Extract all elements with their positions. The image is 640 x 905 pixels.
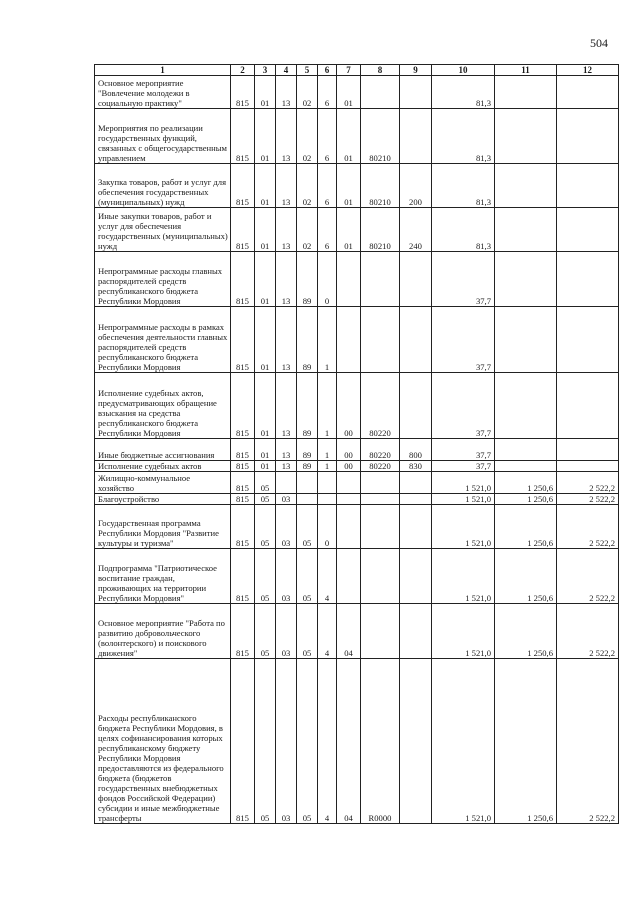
amount-cell: 1 250,6 <box>495 472 557 494</box>
page-number: 504 <box>590 36 608 50</box>
code-cell: 1 <box>318 461 337 472</box>
code-cell: 05 <box>297 604 318 659</box>
amount-cell <box>495 252 557 307</box>
code-cell: 815 <box>231 439 255 461</box>
code-cell: 05 <box>297 549 318 604</box>
amount-cell: 2 522,2 <box>557 659 619 824</box>
code-cell: 01 <box>337 208 361 252</box>
amount-cell: 1 521,0 <box>432 472 495 494</box>
column-header: 2 <box>231 65 255 76</box>
code-cell: 80220 <box>361 439 400 461</box>
code-cell: 13 <box>276 208 297 252</box>
code-cell: 03 <box>276 505 297 549</box>
code-cell: 02 <box>297 164 318 208</box>
amount-cell: 2 522,2 <box>557 549 619 604</box>
code-cell: 00 <box>337 439 361 461</box>
column-header: 8 <box>361 65 400 76</box>
code-cell: 02 <box>297 208 318 252</box>
code-cell <box>318 472 337 494</box>
code-cell: 02 <box>297 76 318 109</box>
amount-cell: 1 521,0 <box>432 494 495 505</box>
code-cell: 815 <box>231 307 255 373</box>
code-cell <box>400 549 432 604</box>
code-cell: 815 <box>231 659 255 824</box>
code-cell: 80210 <box>361 208 400 252</box>
table-row <box>95 109 619 164</box>
code-cell: 13 <box>276 252 297 307</box>
code-cell: 815 <box>231 505 255 549</box>
row-name-cell: Государственная программа Республики Мордовия "Развитие культуры и туризма" <box>95 505 231 549</box>
code-cell <box>361 494 400 505</box>
code-cell: 89 <box>297 252 318 307</box>
code-cell: 01 <box>255 373 276 439</box>
row-name-cell: Непрограммные расходы в рамках обеспечения деятельности главных распорядителей средств республиканского бюджета Республики Мордовия <box>95 307 231 373</box>
code-cell: 4 <box>318 549 337 604</box>
code-cell <box>400 505 432 549</box>
code-cell: 1 <box>318 373 337 439</box>
code-cell: 815 <box>231 472 255 494</box>
amount-cell <box>495 109 557 164</box>
code-cell <box>400 109 432 164</box>
code-cell: 815 <box>231 208 255 252</box>
code-cell: 13 <box>276 307 297 373</box>
code-cell: 815 <box>231 604 255 659</box>
code-cell: 13 <box>276 164 297 208</box>
row-name-cell: Жилищно-коммунальное хозяйство <box>95 472 231 494</box>
code-cell <box>276 472 297 494</box>
table-row <box>95 252 619 307</box>
row-name-cell: Иные закупки товаров, работ и услуг для обеспечения государственных (муниципальных) нужд <box>95 208 231 252</box>
column-header: 11 <box>495 65 557 76</box>
amount-cell <box>557 208 619 252</box>
column-header: 9 <box>400 65 432 76</box>
code-cell: 03 <box>276 549 297 604</box>
code-cell: 01 <box>255 461 276 472</box>
code-cell: 01 <box>255 252 276 307</box>
code-cell: 80220 <box>361 373 400 439</box>
amount-cell <box>495 208 557 252</box>
code-cell <box>361 505 400 549</box>
amount-cell <box>495 164 557 208</box>
code-cell: 815 <box>231 252 255 307</box>
column-header: 12 <box>557 65 619 76</box>
code-cell: 01 <box>255 164 276 208</box>
code-cell: 800 <box>400 439 432 461</box>
amount-cell: 37,7 <box>432 252 495 307</box>
code-cell <box>400 307 432 373</box>
code-cell: R0000 <box>361 659 400 824</box>
table-row <box>95 208 619 252</box>
code-cell <box>361 472 400 494</box>
code-cell: 05 <box>297 659 318 824</box>
table-row <box>95 439 619 461</box>
code-cell: 01 <box>255 109 276 164</box>
code-cell: 01 <box>337 109 361 164</box>
amount-cell <box>495 461 557 472</box>
code-cell: 05 <box>255 659 276 824</box>
code-cell: 05 <box>255 549 276 604</box>
row-name-cell: Исполнение судебных актов, предусматривающих обращение взыскания на средства республиканского бюджета Республики Мордовия <box>95 373 231 439</box>
code-cell <box>400 76 432 109</box>
code-cell: 05 <box>255 472 276 494</box>
row-name-cell: Подпрограмма "Патриотическое воспитание граждан, проживающих на территории Республики Мордовия" <box>95 549 231 604</box>
row-name-cell: Основное мероприятие "Вовлечение молодежи в социальную практику" <box>95 76 231 109</box>
code-cell: 05 <box>255 505 276 549</box>
code-cell: 80210 <box>361 164 400 208</box>
code-cell <box>361 252 400 307</box>
amount-cell <box>557 373 619 439</box>
code-cell: 4 <box>318 604 337 659</box>
amount-cell: 1 250,6 <box>495 604 557 659</box>
table-row <box>95 659 619 824</box>
amount-cell <box>495 373 557 439</box>
code-cell: 815 <box>231 461 255 472</box>
table-row <box>95 307 619 373</box>
code-cell: 815 <box>231 549 255 604</box>
column-header: 7 <box>337 65 361 76</box>
table-row <box>95 373 619 439</box>
code-cell <box>337 252 361 307</box>
amount-cell: 37,7 <box>432 439 495 461</box>
code-cell: 1 <box>318 307 337 373</box>
code-cell: 89 <box>297 461 318 472</box>
code-cell: 05 <box>255 604 276 659</box>
amount-cell: 81,3 <box>432 76 495 109</box>
row-name-cell: Мероприятия по реализации государственных функций, связанных с общегосударственным управлением <box>95 109 231 164</box>
code-cell <box>361 76 400 109</box>
amount-cell: 37,7 <box>432 307 495 373</box>
code-cell: 00 <box>337 461 361 472</box>
code-cell: 200 <box>400 164 432 208</box>
code-cell: 13 <box>276 439 297 461</box>
code-cell: 80210 <box>361 109 400 164</box>
code-cell: 00 <box>337 373 361 439</box>
amount-cell: 1 521,0 <box>432 659 495 824</box>
amount-cell: 2 522,2 <box>557 472 619 494</box>
code-cell <box>400 659 432 824</box>
table-row <box>95 461 619 472</box>
code-cell: 830 <box>400 461 432 472</box>
amount-cell: 2 522,2 <box>557 604 619 659</box>
code-cell: 05 <box>255 494 276 505</box>
column-header: 10 <box>432 65 495 76</box>
amount-cell <box>557 461 619 472</box>
code-cell <box>337 494 361 505</box>
code-cell <box>337 505 361 549</box>
column-header: 3 <box>255 65 276 76</box>
table-row <box>95 472 619 494</box>
column-header: 5 <box>297 65 318 76</box>
amount-cell <box>557 76 619 109</box>
code-cell: 04 <box>337 604 361 659</box>
amount-cell: 1 250,6 <box>495 659 557 824</box>
budget-table <box>94 64 619 824</box>
code-cell <box>337 307 361 373</box>
code-cell: 6 <box>318 164 337 208</box>
code-cell <box>400 604 432 659</box>
amount-cell: 1 250,6 <box>495 549 557 604</box>
code-cell: 6 <box>318 208 337 252</box>
amount-cell <box>495 307 557 373</box>
column-header: 4 <box>276 65 297 76</box>
code-cell: 01 <box>255 208 276 252</box>
code-cell: 815 <box>231 373 255 439</box>
table-row <box>95 494 619 505</box>
row-name-cell: Благоустройство <box>95 494 231 505</box>
amount-cell <box>495 76 557 109</box>
amount-cell <box>557 252 619 307</box>
table-row <box>95 604 619 659</box>
code-cell: 03 <box>276 604 297 659</box>
code-cell: 1 <box>318 439 337 461</box>
amount-cell: 1 521,0 <box>432 505 495 549</box>
code-cell: 13 <box>276 109 297 164</box>
code-cell <box>297 494 318 505</box>
code-cell <box>318 494 337 505</box>
code-cell: 01 <box>337 164 361 208</box>
code-cell: 01 <box>255 439 276 461</box>
code-cell: 13 <box>276 373 297 439</box>
code-cell: 01 <box>337 76 361 109</box>
code-cell <box>361 307 400 373</box>
amount-cell <box>495 439 557 461</box>
amount-cell: 81,3 <box>432 164 495 208</box>
code-cell <box>361 604 400 659</box>
amount-cell: 81,3 <box>432 208 495 252</box>
code-cell: 240 <box>400 208 432 252</box>
code-cell <box>400 494 432 505</box>
amount-cell: 37,7 <box>432 373 495 439</box>
amount-cell: 37,7 <box>432 461 495 472</box>
table-row <box>95 76 619 109</box>
amount-cell <box>557 164 619 208</box>
code-cell: 05 <box>297 505 318 549</box>
code-cell: 6 <box>318 76 337 109</box>
code-cell: 13 <box>276 461 297 472</box>
amount-cell: 1 250,6 <box>495 505 557 549</box>
row-name-cell: Иные бюджетные ассигнования <box>95 439 231 461</box>
amount-cell: 2 522,2 <box>557 494 619 505</box>
table-row <box>95 164 619 208</box>
amount-cell: 1 250,6 <box>495 494 557 505</box>
row-name-cell: Исполнение судебных актов <box>95 461 231 472</box>
code-cell: 01 <box>255 76 276 109</box>
code-cell: 13 <box>276 76 297 109</box>
code-cell <box>400 252 432 307</box>
code-cell: 03 <box>276 494 297 505</box>
code-cell: 03 <box>276 659 297 824</box>
code-cell <box>297 472 318 494</box>
code-cell: 4 <box>318 659 337 824</box>
amount-cell <box>557 307 619 373</box>
code-cell <box>337 549 361 604</box>
row-name-cell: Непрограммные расходы главных распорядителей средств республиканского бюджета Республики Мордовия <box>95 252 231 307</box>
code-cell: 89 <box>297 439 318 461</box>
code-cell: 6 <box>318 109 337 164</box>
code-cell <box>400 472 432 494</box>
code-cell: 04 <box>337 659 361 824</box>
header-row <box>95 65 619 76</box>
code-cell: 01 <box>255 307 276 373</box>
amount-cell: 81,3 <box>432 109 495 164</box>
row-name-cell: Основное мероприятие "Работа по развитию добровольческого (волонтерского) и поискового движения" <box>95 604 231 659</box>
table-row <box>95 549 619 604</box>
amount-cell: 2 522,2 <box>557 505 619 549</box>
code-cell: 80220 <box>361 461 400 472</box>
table-row <box>95 505 619 549</box>
column-header: 1 <box>95 65 231 76</box>
code-cell <box>400 373 432 439</box>
amount-cell: 1 521,0 <box>432 549 495 604</box>
code-cell <box>361 549 400 604</box>
amount-cell: 1 521,0 <box>432 604 495 659</box>
code-cell <box>337 472 361 494</box>
code-cell: 89 <box>297 307 318 373</box>
code-cell: 0 <box>318 505 337 549</box>
code-cell: 0 <box>318 252 337 307</box>
code-cell: 815 <box>231 164 255 208</box>
code-cell: 815 <box>231 109 255 164</box>
code-cell: 02 <box>297 109 318 164</box>
row-name-cell: Расходы республиканского бюджета Республики Мордовия, в целях софинансирования которых республиканскому бюджету Республики Мордовия предоставляются из федерального бюджета (бюджетов государственных внебюджетных фондов Российской Федерации) субсидии и иные межбюджетные трансферты <box>95 659 231 824</box>
code-cell: 815 <box>231 494 255 505</box>
amount-cell <box>557 109 619 164</box>
row-name-cell: Закупка товаров, работ и услуг для обеспечения государственных (муниципальных) нужд <box>95 164 231 208</box>
column-header: 6 <box>318 65 337 76</box>
code-cell: 815 <box>231 76 255 109</box>
code-cell: 89 <box>297 373 318 439</box>
amount-cell <box>557 439 619 461</box>
